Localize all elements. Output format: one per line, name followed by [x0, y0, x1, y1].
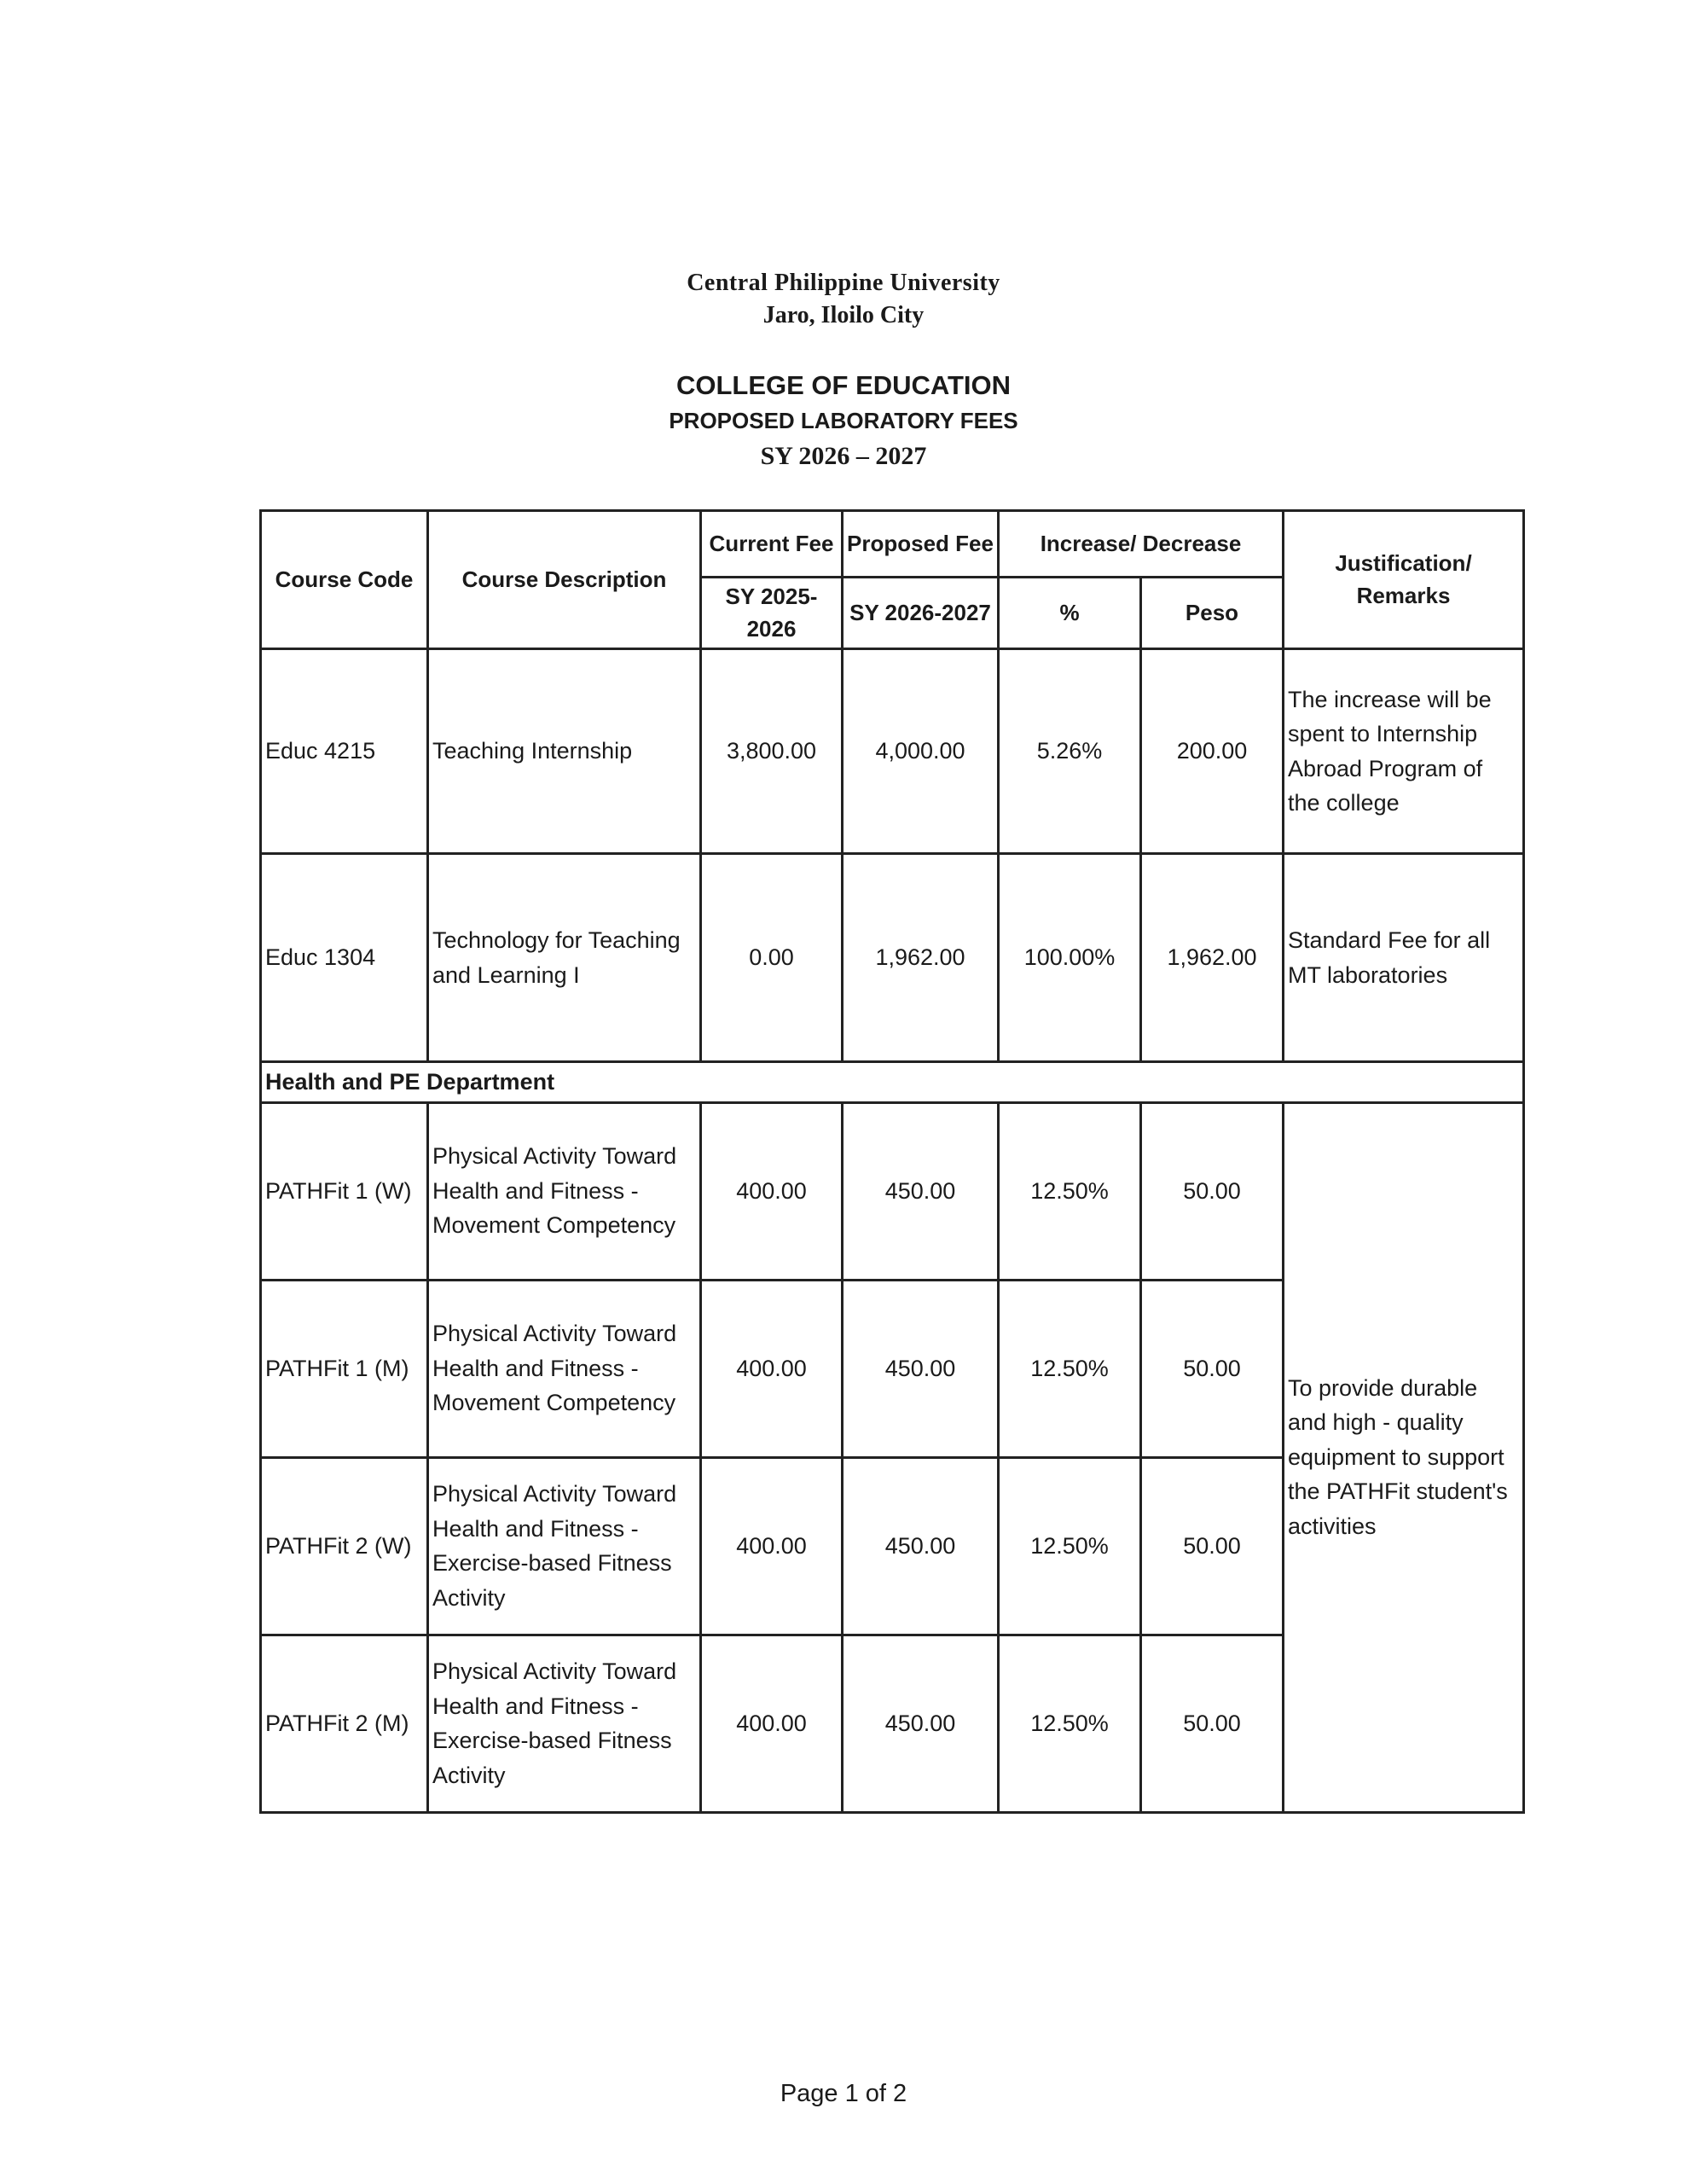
document-title: PROPOSED LABORATORY FEES: [669, 408, 1018, 433]
course-code-cell: Educ 1304: [261, 854, 428, 1062]
header-percent: %: [999, 578, 1141, 649]
school-year-title: SY 2026 – 2027: [760, 442, 927, 470]
course-description-cell: Technology for Teaching and Learning I: [428, 854, 701, 1062]
peso-cell: 50.00: [1141, 1280, 1284, 1457]
course-code-cell: PATHFit 1 (W): [261, 1102, 428, 1280]
current-fee-cell: 400.00: [701, 1457, 843, 1635]
university-name: Central Philippine University: [687, 270, 1000, 296]
proposed-fee-cell: 450.00: [843, 1280, 999, 1457]
current-fee-cell: 3,800.00: [701, 649, 843, 854]
percent-cell: 12.50%: [999, 1457, 1141, 1635]
course-description-cell: Physical Activity Toward Health and Fitness - Exercise-based Fitness Activity: [428, 1457, 701, 1635]
percent-cell: 12.50%: [999, 1102, 1141, 1280]
page-number: Page 1 of 2: [780, 2080, 907, 2107]
department-label: Health and PE Department: [261, 1062, 1524, 1103]
percent-cell: 12.50%: [999, 1635, 1141, 1812]
remarks-cell: The increase will be spent to Internship Abroad Program of the college: [1284, 649, 1524, 854]
course-description-cell: Teaching Internship: [428, 649, 701, 854]
course-code-cell: PATHFit 2 (M): [261, 1635, 428, 1812]
proposed-fee-cell: 450.00: [843, 1102, 999, 1280]
pe-remarks-cell: To provide durable and high - quality equipment to support the PATHFit student's activities: [1284, 1102, 1524, 1812]
laboratory-fees-table: [259, 509, 1525, 1814]
header-proposed-fee: Proposed Fee: [843, 511, 999, 578]
peso-cell: 200.00: [1141, 649, 1284, 854]
current-fee-cell: 0.00: [701, 854, 843, 1062]
header-peso: Peso: [1141, 578, 1284, 649]
course-description-cell: Physical Activity Toward Health and Fitness - Exercise-based Fitness Activity: [428, 1635, 701, 1812]
course-description-cell: Physical Activity Toward Health and Fitness - Movement Competency: [428, 1102, 701, 1280]
table-row: [261, 1102, 1524, 1280]
course-code-cell: PATHFit 2 (W): [261, 1457, 428, 1635]
percent-cell: 12.50%: [999, 1280, 1141, 1457]
department-row: [261, 1062, 1524, 1103]
course-code-cell: PATHFit 1 (M): [261, 1280, 428, 1457]
header-proposed-sy: SY 2026-2027: [843, 578, 999, 649]
course-description-cell: Physical Activity Toward Health and Fitness - Movement Competency: [428, 1280, 701, 1457]
proposed-fee-cell: 1,962.00: [843, 854, 999, 1062]
percent-cell: 100.00%: [999, 854, 1141, 1062]
proposed-fee-cell: 450.00: [843, 1457, 999, 1635]
peso-cell: 1,962.00: [1141, 854, 1284, 1062]
header-course-code: Course Code: [261, 511, 428, 649]
peso-cell: 50.00: [1141, 1457, 1284, 1635]
header-increase-decrease: Increase/ Decrease: [999, 511, 1284, 578]
college-name: COLLEGE OF EDUCATION: [675, 370, 1012, 400]
peso-cell: 50.00: [1141, 1635, 1284, 1812]
course-code-cell: Educ 4215: [261, 649, 428, 854]
remarks-cell: Standard Fee for all MT laboratories: [1284, 854, 1524, 1062]
peso-cell: 50.00: [1141, 1102, 1284, 1280]
current-fee-cell: 400.00: [701, 1102, 843, 1280]
header-current-sy: SY 2025-2026: [701, 578, 843, 649]
proposed-fee-cell: 450.00: [843, 1635, 999, 1812]
header-current-fee: Current Fee: [701, 511, 843, 578]
proposed-fee-cell: 4,000.00: [843, 649, 999, 854]
header-justification: Justification/ Remarks: [1284, 511, 1524, 649]
table-row: [261, 854, 1524, 1062]
current-fee-cell: 400.00: [701, 1280, 843, 1457]
university-city: Jaro, Iloilo City: [762, 302, 925, 328]
current-fee-cell: 400.00: [701, 1635, 843, 1812]
percent-cell: 5.26%: [999, 649, 1141, 854]
table-row: [261, 649, 1524, 854]
header-course-description: Course Description: [428, 511, 701, 649]
